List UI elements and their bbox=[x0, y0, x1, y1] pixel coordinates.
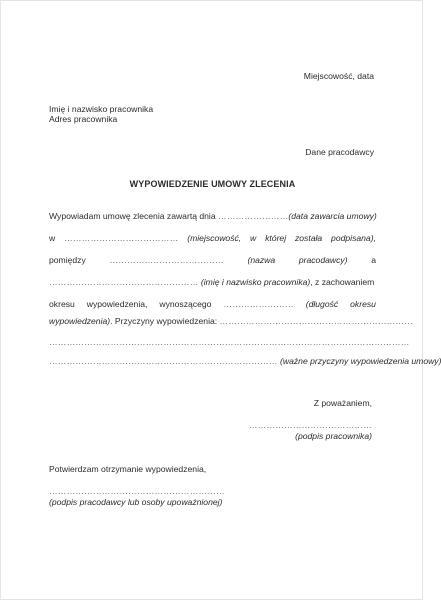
place-hint-d: została bbox=[294, 233, 323, 243]
body-line-3-text: pomiędzy bbox=[49, 255, 86, 265]
closing-text: Z poważaniem, bbox=[313, 398, 372, 408]
employee-signature-label: (podpis pracownika) bbox=[295, 431, 372, 441]
body-line-5-a: okresu bbox=[49, 299, 75, 309]
employer-signature-dots: …………………………………………………… bbox=[49, 486, 225, 496]
employer-hint-b: pracodawcy) bbox=[298, 255, 348, 265]
body-line-5-b: wypowiedzenia, bbox=[86, 299, 148, 309]
reasons-hint: (ważne przyczyny wypowiedzenia umowy) bbox=[280, 356, 441, 366]
employer-data: Dane pracodawcy bbox=[305, 147, 374, 157]
body-line-4-text: , z zachowaniem bbox=[310, 277, 375, 287]
confirmation-text: Potwierdzam otrzymanie wypowiedzenia, bbox=[49, 464, 207, 474]
place-hint-b: w bbox=[250, 233, 257, 243]
body-line-5-c: wynoszącego bbox=[159, 299, 212, 309]
date-dots: …………………… bbox=[218, 211, 289, 221]
place-hint-a: (miejscowość, bbox=[187, 233, 242, 243]
body-line-7 bbox=[49, 337, 410, 348]
place-date: Miejscowość, data bbox=[303, 71, 374, 81]
period-dots: …………………… bbox=[223, 299, 294, 309]
place-dots: ………………………………… bbox=[64, 233, 179, 243]
employee-address: Adres pracownika bbox=[49, 114, 118, 124]
reasons-dots-2: …………………………………………………………………………………………………………… bbox=[49, 337, 410, 347]
date-hint: (data zawarcia umowy) bbox=[288, 211, 377, 221]
employer-dots: ………………………………… bbox=[109, 255, 224, 265]
body-line-2 bbox=[49, 233, 376, 244]
employee-name: Imię i nazwisko pracownika bbox=[49, 104, 154, 114]
employee-hint: (imię i nazwisko pracownika) bbox=[200, 277, 311, 287]
period-hint-a: (długość bbox=[305, 299, 339, 309]
body-line-3-a: a bbox=[371, 255, 376, 265]
employee-signature-dots: …………………………………… bbox=[248, 420, 372, 430]
document-title: WYPOWIEDZENIE UMOWY ZLECENIA bbox=[129, 179, 296, 189]
reasons-dots-3: …………………………………………………………………… bbox=[49, 356, 278, 366]
body-line-2-w: w bbox=[49, 233, 56, 243]
body-line-1 bbox=[49, 211, 376, 222]
body-line-1-text: Wypowiadam umowę zlecenia zawartą dnia bbox=[49, 211, 216, 221]
body-line-3 bbox=[49, 255, 376, 266]
body-line-4 bbox=[49, 277, 376, 288]
reasons-dots-1: ………………………………………………………… bbox=[219, 316, 414, 326]
body-line-6 bbox=[49, 316, 414, 327]
place-hint-e: podpisana), bbox=[331, 233, 376, 243]
body-line-5 bbox=[49, 299, 376, 310]
period-hint-c: wypowiedzenia) bbox=[49, 316, 111, 326]
body-line-8 bbox=[49, 356, 441, 367]
employer-signature-label: (podpis pracodawcy lub osoby upoważnionej) bbox=[49, 497, 223, 507]
employer-hint-a: (nazwa bbox=[247, 255, 276, 265]
employee-dots: …………………………………………… bbox=[49, 277, 199, 287]
period-hint-b: okresu bbox=[350, 299, 376, 309]
body-line-6-text: . Przyczyny wypowiedzenia: bbox=[110, 316, 218, 326]
place-hint-c: której bbox=[265, 233, 287, 243]
